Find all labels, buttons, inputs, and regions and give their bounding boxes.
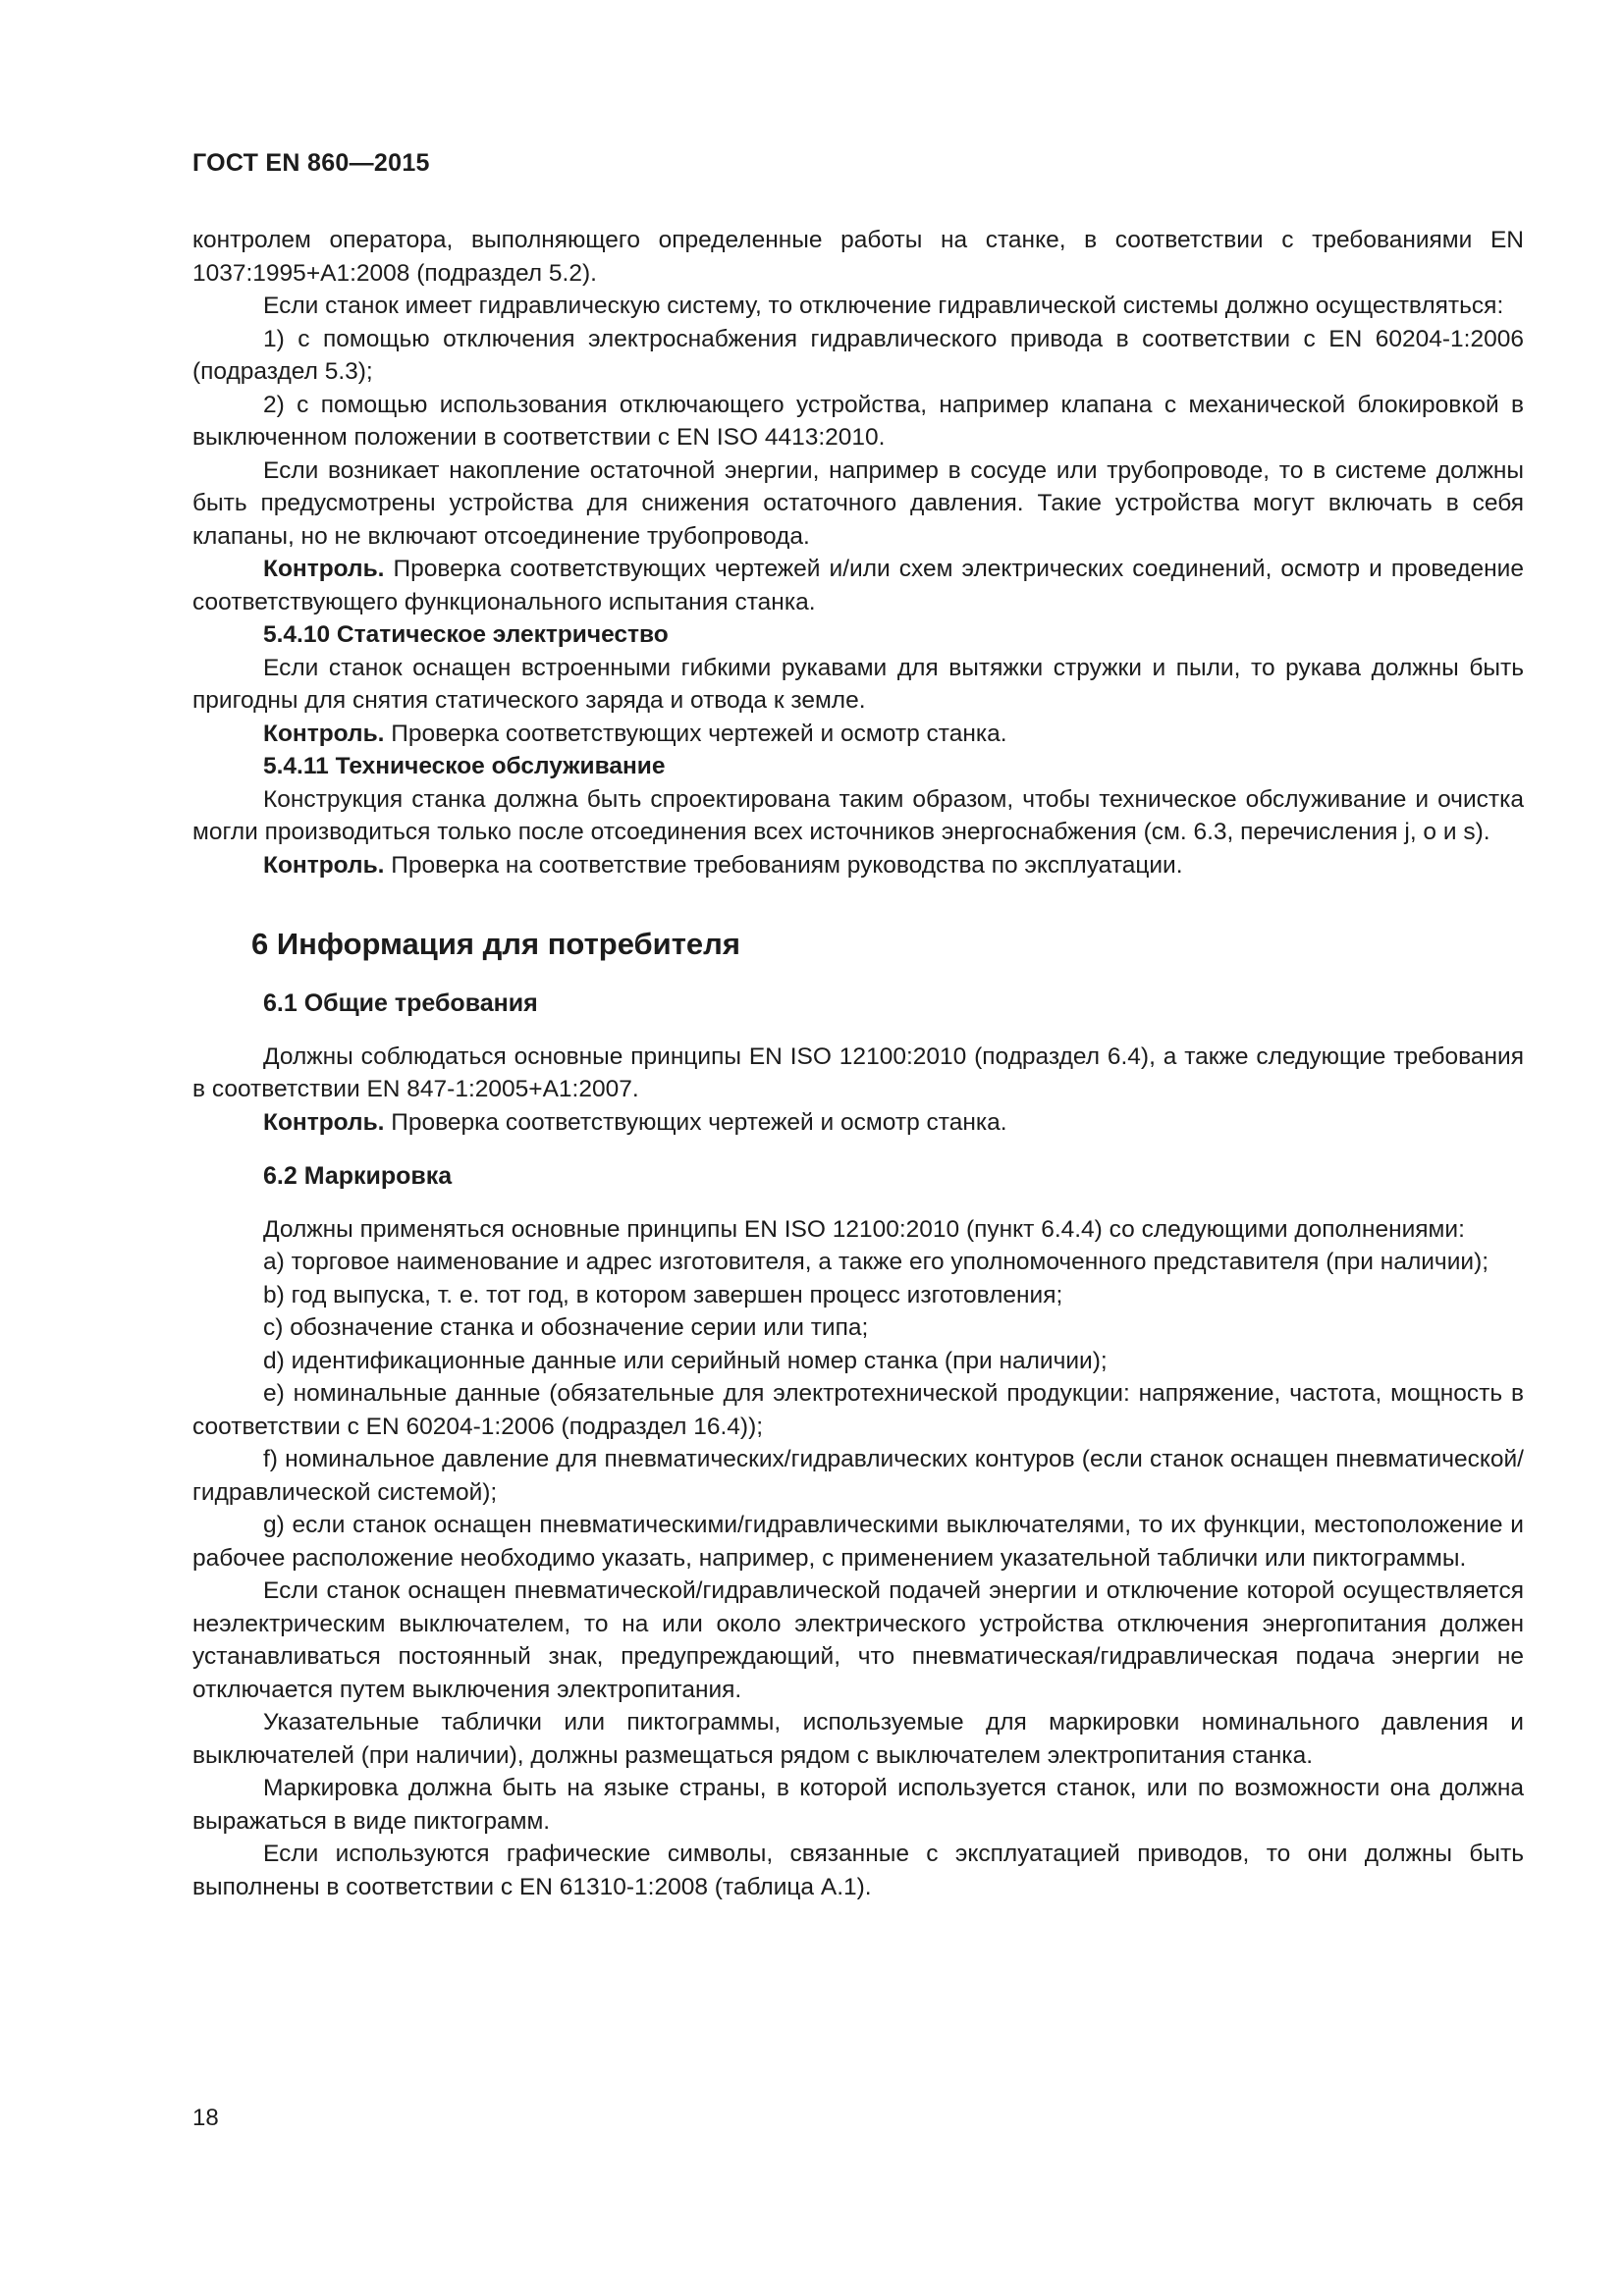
list-item: g) если станок оснащен пневматическими/гидравлическими выключателями, то их функции, местоположение и рабочее расположение необходимо указать, например, с применением указательной таблички или пиктограммы.	[192, 1512, 1524, 1572]
paragraph: Если станок оснащен пневматической/гидравлической подачей энергии и отключение которой осуществляется неэлектрическим выключателем, то на или около электрического устройства отключения энергопитания должен устанавливаться постоянный знак, предупреждающий, что пневматическая/гидравлическая подача энергии не отключается путем выключения электропитания.	[192, 1577, 1524, 1703]
paragraph: Если используются графические символы, связанные с эксплуатацией приводов, то они должны быть выполнены в соответствии с EN 61310-1:2008 (таблица A.1).	[192, 1841, 1524, 1900]
control-text: Проверка соответствующих чертежей и осмотр станка.	[384, 1108, 1007, 1136]
paragraph: Должны соблюдаться основные принципы EN ISO 12100:2010 (подраздел 6.4), а также следующие требования в соответствии EN 847-1:2005+A1:2007.	[192, 1042, 1524, 1102]
list-item: d) идентификационные данные или серийный номер станка (при наличии);	[263, 1347, 1108, 1374]
list-item: b) год выпуска, т. е. тот год, в котором завершен процесс изготовления;	[263, 1281, 1063, 1308]
list-item: e) номинальные данные (обязательные для электротехнической продукции: напряжение, частота, мощность в соответствии с EN 60204-1:2006 (подраздел 16.4));	[192, 1380, 1524, 1440]
control-paragraph	[192, 718, 1524, 751]
control-text: Проверка соответствующих чертежей и осмотр станка.	[384, 720, 1007, 747]
control-text: Проверка на соответствие требованиям руководства по эксплуатации.	[384, 851, 1183, 879]
list-item: f) номинальное давление для пневматических/гидравлических контуров (если станок оснащен пневматической/гидравлической системой);	[192, 1446, 1524, 1506]
page-number: 18	[192, 2105, 219, 2131]
subsection-heading-5-4-10: 5.4.10 Статическое электричество	[263, 621, 669, 648]
list-item: a) торговое наименование и адрес изготовителя, а также его уполномоченного представителя (при наличии);	[263, 1249, 1489, 1275]
subsection-heading-6-2: 6.2 Маркировка	[263, 1162, 453, 1190]
control-label: Контроль.	[263, 556, 385, 582]
list-item: 1) с помощью отключения электроснабжения гидравлического привода в соответствии с EN 60204-1:2006 (подраздел 5.3);	[192, 325, 1524, 385]
section-heading-6: 6 Информация для потребителя	[251, 927, 740, 961]
paragraph: Маркировка должна быть на языке страны, в которой используется станок, или по возможности она должна выражаться в виде пиктограмм.	[192, 1775, 1524, 1835]
paragraph: Должны применяться основные принципы EN ISO 12100:2010 (пункт 6.4.4) со следующими дополнениями:	[263, 1215, 1465, 1243]
control-paragraph	[192, 849, 1524, 882]
paragraph: Указательные таблички или пиктограммы, используемые для маркировки номинального давления и выключателей (при наличии), должны размещаться рядом с выключателем электропитания станка.	[192, 1709, 1524, 1769]
control-paragraph	[192, 553, 1524, 618]
control-label: Контроль.	[263, 720, 385, 747]
list-item: c) обозначение станка и обозначение серии или типа;	[263, 1314, 869, 1341]
control-paragraph	[192, 1106, 1524, 1140]
subsection-heading-5-4-11: 5.4.11 Техническое обслуживание	[263, 753, 666, 779]
subsection-heading-6-1: 6.1 Общие требования	[263, 989, 538, 1017]
paragraph: контролем оператора, выполняющего определенные работы на станке, в соответствии с требованиями EN 1037:1995+A1:2008 (подраздел 5.2).	[192, 227, 1524, 287]
paragraph: Если возникает накопление остаточной энергии, например в сосуде или трубопроводе, то в системе должны быть предусмотрены устройства для снижения остаточного давления. Такие устройства могут включать в себя клапаны, но не включают отсоединение трубопровода.	[192, 456, 1524, 550]
page-body	[192, 224, 1524, 1903]
paragraph: Если станок имеет гидравлическую систему, то отключение гидравлической системы должно осуществляться:	[263, 293, 1504, 319]
control-label: Контроль.	[263, 1108, 385, 1136]
control-text: Проверка соответствующих чертежей и/или схем электрических соединений, осмотр и проведение соответствующего функционального испытания станка.	[192, 556, 1524, 615]
paragraph: Конструкция станка должна быть спроектирована таким образом, чтобы техническое обслуживание и очистка могли производиться только после отсоединения всех источников энергоснабжения (см. 6.3, перечисления j, o и s).	[192, 785, 1524, 845]
control-label: Контроль.	[263, 851, 385, 879]
document-code-header: ГОСТ EN 860—2015	[192, 149, 430, 177]
list-item: 2) с помощью использования отключающего устройства, например клапана с механической блокировкой в выключенном положении в соответствии с EN ISO 4413:2010.	[192, 391, 1524, 451]
paragraph: Если станок оснащен встроенными гибкими рукавами для вытяжки стружки и пыли, то рукава должны быть пригодны для снятия статического заряда и отвода к земле.	[192, 654, 1524, 714]
